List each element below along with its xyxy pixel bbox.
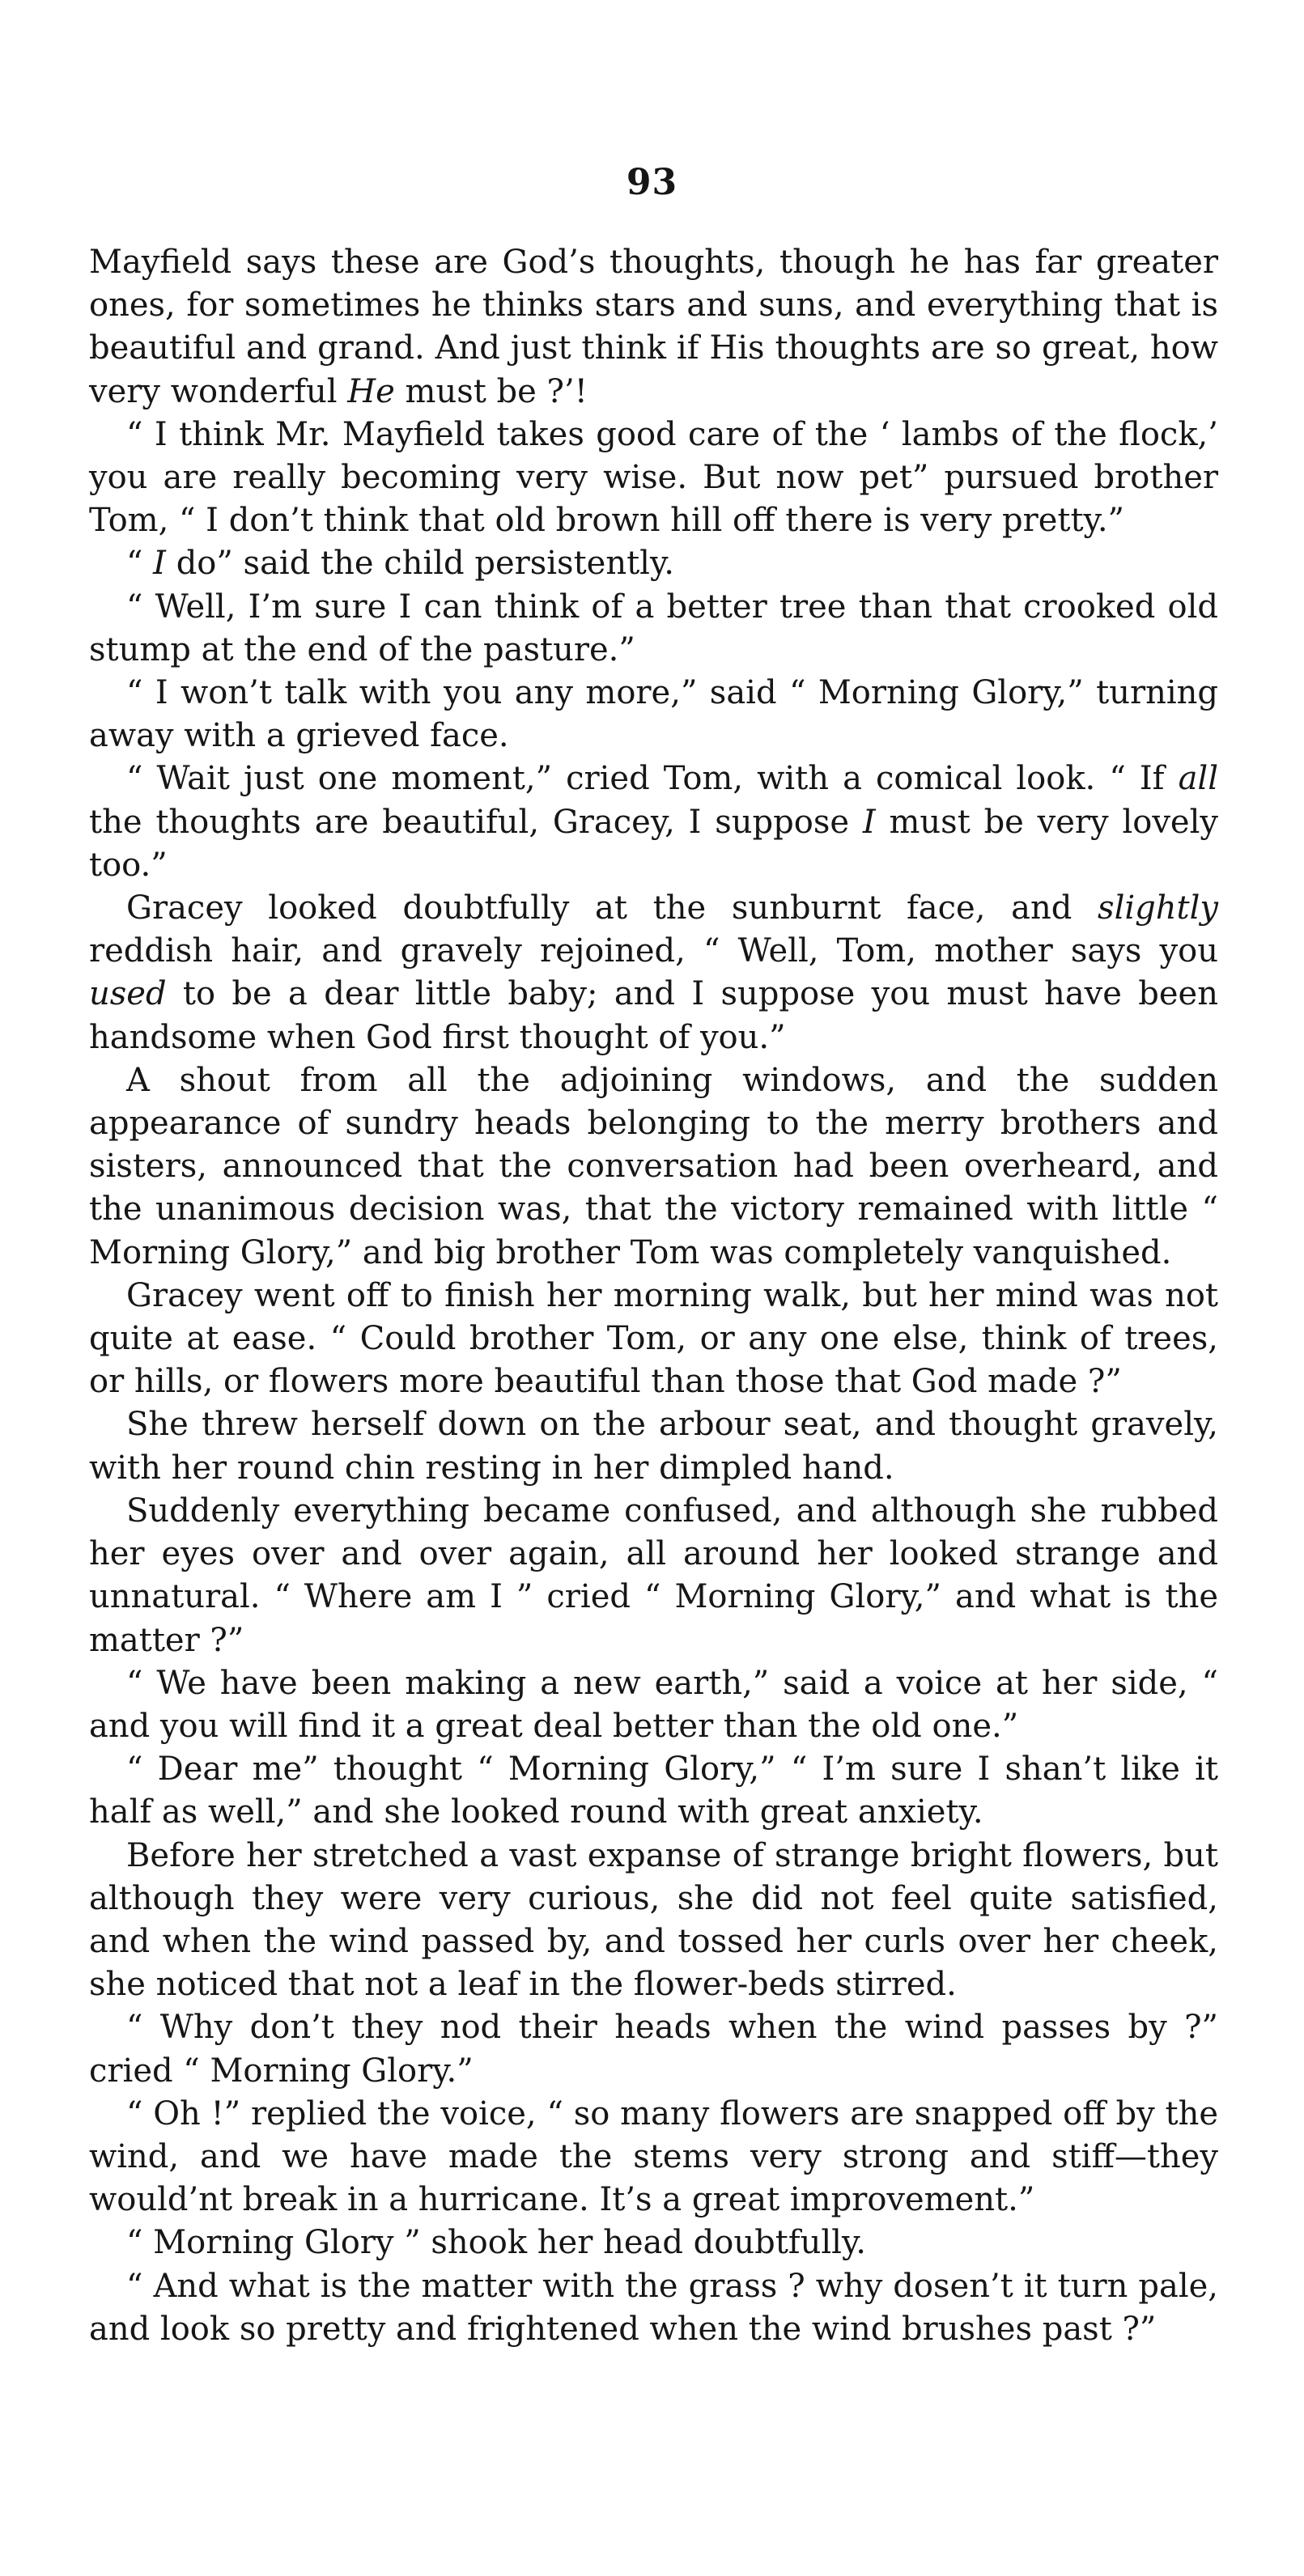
italic-text: He xyxy=(347,372,395,410)
text-run: “ xyxy=(126,545,154,583)
text-run: Mayfield says these are God’s thoughts, though he has far greater ones, for sometimes he thinks stars and suns, and everything that is beautiful and grand. And just think if His thoughts are so great, how very wonderful xyxy=(89,244,1218,410)
text-run: Suddenly everything became confused, and although she rubbed her eyes over and over again, all around her looked strange and unnatural. “ Where am I ” cried “ Morning Glory,” and what is the matter ?” xyxy=(89,1492,1218,1659)
text-run: She threw herself down on the arbour seat, and thought gravely, with her round chin resting in her dimpled hand. xyxy=(89,1406,1218,1487)
paragraph xyxy=(89,1490,1218,1662)
paragraph xyxy=(89,2006,1218,2092)
italic-text: used xyxy=(89,975,167,1013)
text-run: Gracey went off to finish her morning walk, but her mind was not quite at ease. “ Could brother Tom, or any one else, think of trees, or hills, or flowers more beautiful than those that God made ?” xyxy=(89,1276,1218,1401)
text-run: “ I won’t talk with you any more,” said “ Morning Glory,” turning away with a grieved face. xyxy=(89,674,1218,755)
italic-text: I xyxy=(862,803,876,841)
text-run: must be ?’! xyxy=(394,372,588,410)
text-run: “ Why don’t they nod their heads when the wind passes by ?” cried “ Morning Glory.” xyxy=(89,2009,1218,2090)
paragraph xyxy=(89,1835,1218,2007)
text-run: reddish hair, and gravely rejoined, “ Well, Tom, mother says you xyxy=(89,932,1218,970)
italic-text: I xyxy=(153,545,166,583)
text-run: “ And what is the matter with the grass ? why dosen’t it turn pale, and look so pretty and frightened when the wind brushes past ?” xyxy=(89,2267,1218,2348)
paragraph xyxy=(89,2222,1218,2264)
paragraph xyxy=(89,2265,1218,2351)
paragraph xyxy=(89,887,1218,1059)
italic-text: slightly xyxy=(1098,889,1218,927)
paragraph xyxy=(89,542,1218,585)
text-run: must be very lovely too.” xyxy=(89,803,1218,884)
page-number: 93 xyxy=(626,162,678,203)
paragraph xyxy=(89,1275,1218,1404)
text-run: “ We have been making a new earth,” said a voice at her side, “ and you will find it a great deal better than the old one.” xyxy=(89,1664,1218,1745)
italic-text: all xyxy=(1178,760,1218,798)
paragraph xyxy=(89,1059,1218,1275)
paragraph xyxy=(89,2093,1218,2222)
paragraph xyxy=(89,1748,1218,1834)
text-run: to be a dear little baby; and I suppose you must have been handsome when God first thought of you.” xyxy=(89,975,1218,1056)
paragraph xyxy=(89,1662,1218,1748)
text-run: “ Well, I’m sure I can think of a better tree than that crooked old stump at the end of the pasture.” xyxy=(89,588,1218,668)
paragraph xyxy=(89,1403,1218,1489)
paragraph xyxy=(89,672,1218,758)
paragraph xyxy=(89,414,1218,543)
text-run: “ I think Mr. Mayfield takes good care of the ‘ lambs of the flock,’ you are really becoming very wise. But now pet” pursued brother Tom, “ I don’t think that old brown hill off there is very pretty.” xyxy=(89,415,1218,540)
text-run: Gracey looked doubtfully at the sunburnt face, and xyxy=(126,889,1098,927)
text-run: A shout from all the adjoining windows, and the sudden appearance of sundry heads belonging to the merry brothers and sisters, announced that the conversation had been overheard, and the unanimous decision was, that the victory remained with little “ Morning Glory,” and big brother Tom was completely vanquished. xyxy=(89,1061,1218,1271)
text-run: do” said the child persistently. xyxy=(165,545,674,583)
text-run: “ Wait just one moment,” cried Tom, with a comical look. “ If xyxy=(126,760,1179,798)
text-run: “ Morning Glory ” shook her head doubtfully. xyxy=(126,2224,866,2262)
text-run: “ Dear me” thought “ Morning Glory,” “ I’m sure I shan’t like it half as well,” and she looked round with great anxiety. xyxy=(89,1751,1218,1831)
paragraph xyxy=(89,241,1218,414)
paragraph xyxy=(89,758,1218,887)
text-run: “ Oh !” replied the voice, “ so many flowers are snapped off by the wind, and we have made the stems very strong and stiff—they would’nt break in a hurricane. It’s a great improvement.” xyxy=(89,2094,1218,2219)
body-text xyxy=(89,241,1218,2351)
text-run: Before her stretched a vast expanse of strange bright flowers, but although they were very curious, she did not feel quite satisfied, and when the wind passed by, and tossed her curls over her cheek, she noticed that not a leaf in the flower-beds stirred. xyxy=(89,1836,1218,2004)
text-run: the thoughts are beautiful, Gracey, I suppose xyxy=(89,803,863,841)
paragraph xyxy=(89,586,1218,672)
